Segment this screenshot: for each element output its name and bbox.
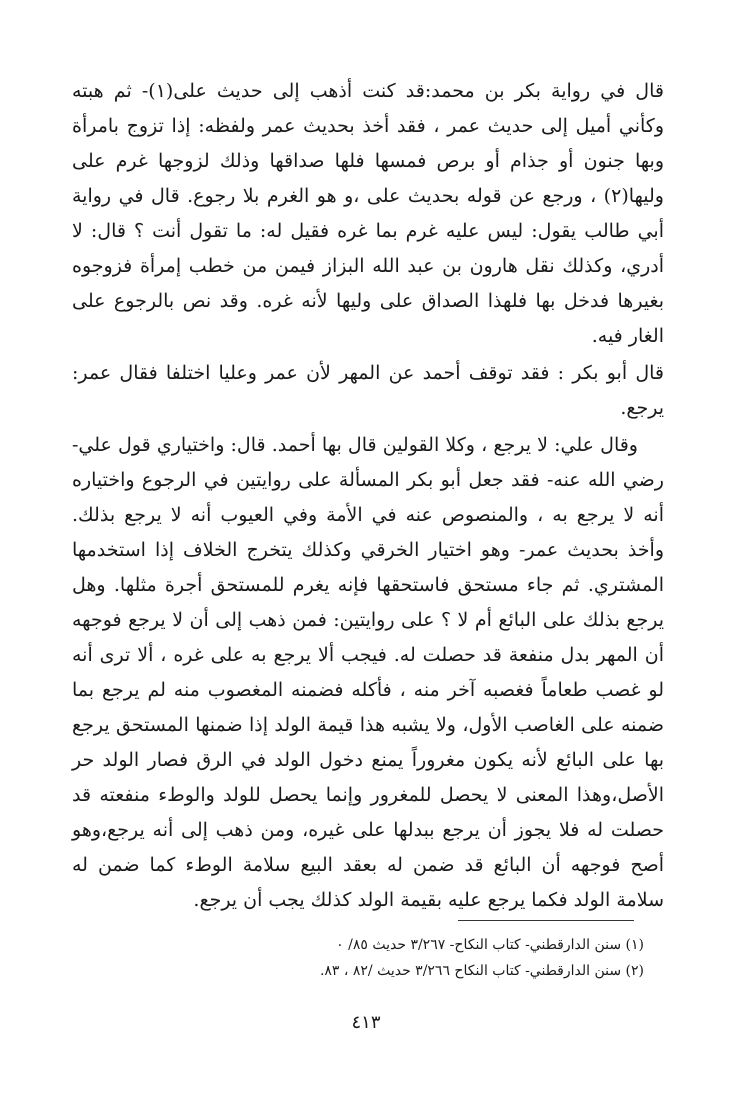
- footnote-2: (٢) سنن الدارقطني- كتاب النكاح ٣/٢٦٦ حديث /٨٢ ، ٨٣.: [319, 963, 644, 979]
- footnote-1: (١) سنن الدارقطني- كتاب النكاح- ٣/٢٦٧ حديث ٨٥/ ٠: [336, 937, 644, 953]
- paragraph: قال في رواية بكر بن محمد:قد كنت أذهب إلى حديث على(١)- ثم هبته وكأني أميل إلى حديث عمر ، فقد أخذ بحديث عمر ولفظه: إذا تزوج بامرأة وبها جنون أو جذام أو برص فمسها فلها صداقها وذلك لزوجها غرم على وليها(٢) ، ورجع عن قوله بحديث على ،و هو الغرم بلا رجوع. قال في رواية أبي طالب يقول: ليس عليه غرم بما غره فقيل له: ما تقول أنت ؟ قال: لا أدري، وكذلك نقل هارون بن عبد الله البزاز فيمن من خطب إمرأة فزوجوه بغيرها فدخل بها فلهذا الصداق على وليها لأنه غره. وقد نص بالرجوع على الغار فيه.: [72, 80, 664, 347]
- footnote-separator: [458, 920, 634, 921]
- main-text: [72, 74, 664, 918]
- paragraph: وقال علي: لا يرجع ، وكلا القولين قال بها أحمد. قال: واختياري قول علي- رضي الله عنه- فقد جعل أبو بكر المسألة على روايتين في الرجوع واختياره أنه لا يرجع به ، والمنصوص عنه في الأمة وفي العيوب أنه لا يرجع بذلك. وأخذ بحديث عمر- وهو اختيار الخرقي وكذلك يتخرج الخلاف إذا استخدمها المشتري. ثم جاء مستحق فاستحقها فإنه يغرم للمستحق أجرة مثلها. وهل يرجع بذلك على البائع أم لا ؟ على روايتين: فمن ذهب إلى أن لا يرجع فوجهه أن المهر بدل منفعة قد حصلت له. فيجب ألا يرجع به على غره ، ألا ترى أنه لو غصب طعاماً فغصبه آخر منه ، فأكله فضمنه المغصوب منه لم يرجع بما ضمنه على الغاصب الأول، ولا يشبه هذا قيمة الولد إذا ضمنها المستحق يرجع بها على البائع لأنه يكون مغروراً يمنع دخول الولد في الرق فصار الولد حر الأصل،وهذا المعنى لا يحصل للمغرور وإنما يحصل للولد والوطء منفعته قد حصلت له فلا يجوز أن يرجع ببدلها على غيره، ومن ذهب إلى أنه يرجع،وهو أصح فوجهه أن البائع قد ضمن له بعقد البيع سلامة الوطء كما ضمن له سلامة الولد فكما يرجع عليه بقيمة الولد كذلك يجب أن يرجع.: [72, 434, 664, 911]
- page-number: ٤١٣: [351, 1012, 381, 1033]
- footnotes: [72, 932, 644, 984]
- paragraph: قال أبو بكر : فقد توقف أحمد عن المهر لأن عمر وعليا اختلفا فقال عمر: يرجع.: [72, 362, 664, 419]
